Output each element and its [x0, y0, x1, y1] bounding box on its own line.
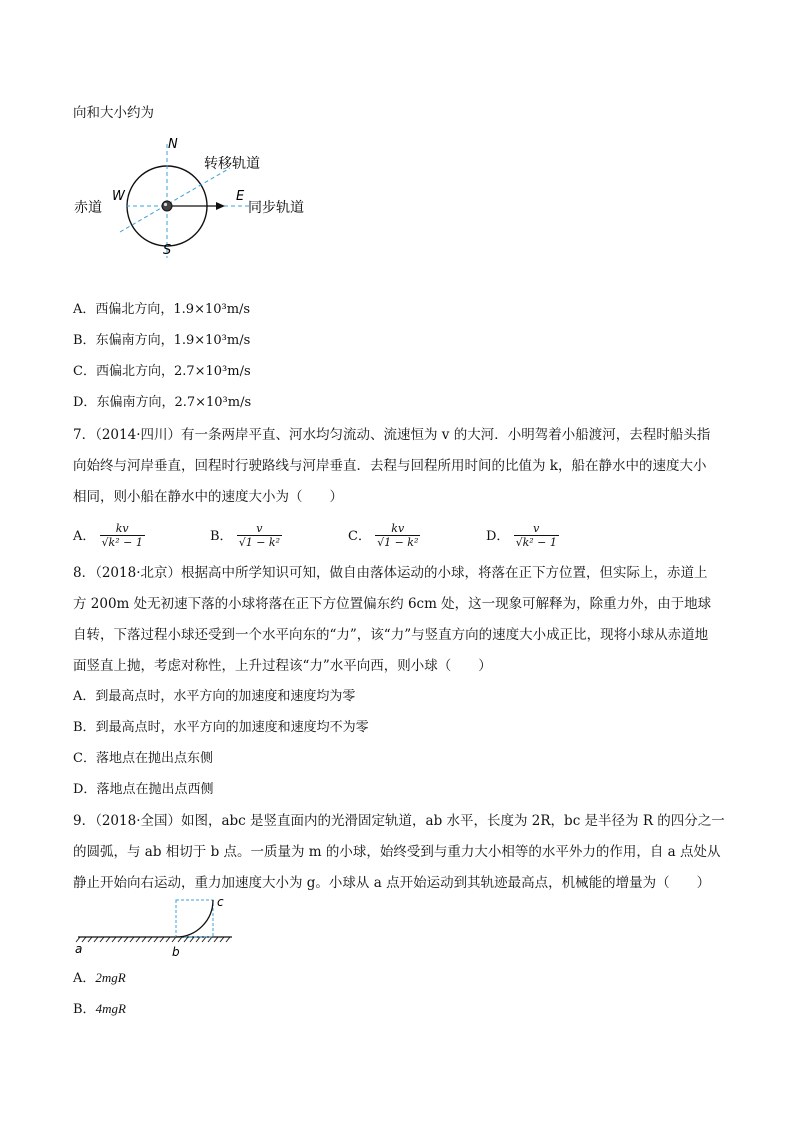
q7-option-a: A． $\frac{kv}{\text{√k² − 1}}$ [73, 522, 143, 549]
label-transfer: 转移轨道 [204, 156, 260, 172]
q8-line-4: 面竖直上抛，考虑对称性，上升过程该“力”水平向西，则小球（ ） [73, 658, 492, 674]
label-b: b [172, 945, 180, 959]
q7-line-1: 7．（2014·四川）有一条两岸平直、河水均匀流动、流速恒为 v 的大河．小明驾着小船渡河，去程时船头指 [73, 427, 711, 443]
arc-bc [176, 900, 213, 937]
q7-option-b: B． $\frac{v}{\text{√1 − k²}}$ [210, 522, 280, 549]
intro-line: 向和大小约为 [73, 105, 154, 121]
q8-option-b: B．到最高点时，水平方向的加速度和速度均不为零 [73, 720, 369, 735]
q8-option-c: C．落地点在抛出点东侧 [73, 751, 213, 766]
track-diagram [72, 896, 242, 960]
q8-line-1: 8．（2018·北京）根据高中所学知识可知，做自由落体运动的小球，将落在正下方位置，但实际上，赤道上 [73, 565, 708, 581]
label-c: c [217, 896, 224, 909]
label-north: N [168, 137, 178, 152]
q6-option-d: D．东偏南方向，2.7×10³m/s [73, 395, 252, 410]
q7-line-3: 相同，则小船在静水中的速度大小为（ ） [73, 489, 343, 505]
q7-fraction-b: $\frac{v}{\text{√1 − k²}}$ [238, 522, 280, 549]
q6-option-b: B．东偏南方向，1.9×10³m/s [73, 333, 251, 348]
q9-line-2: 的圆弧，与 ab 相切于 b 点。一质量为 m 的小球，始终受到与重力大小相等的水平外力的作用，自 a 点处从 [73, 844, 721, 860]
q7-option-d: D． $\frac{v}{\text{√k² − 1}}$ [486, 522, 557, 549]
q7-fraction-d: $\frac{v}{\text{√k² − 1}}$ [515, 522, 557, 549]
q8-line-2: 方 200m 处无初速下落的小球将落在正下方位置偏东约 6cm 处，这一现象可解释为，除重力外，由于地球 [73, 596, 712, 612]
q9-option-a: A．2mgR [73, 970, 126, 986]
label-west: W [112, 189, 125, 204]
q9-option-b: B．4mgR [73, 1001, 126, 1017]
q7-fraction-a: $\frac{kv}{\text{√k² − 1}}$ [101, 522, 143, 549]
q6-option-a: A．西偏北方向，1.9×10³m/s [73, 302, 251, 317]
q7-fraction-c: $\frac{kv}{\text{√1 − k²}}$ [377, 522, 419, 549]
q9-line-1: 9．（2018·全国）如图，abc 是竖直面内的光滑固定轨道，ab 水平，长度为 2R，bc 是半径为 R 的四分之一 [73, 813, 725, 829]
label-east: E [236, 189, 245, 204]
q6-option-c: C．西偏北方向，2.7×10³m/s [73, 364, 251, 379]
orbit-diagram [70, 130, 330, 260]
transfer-orbit-line [120, 168, 230, 232]
arrowhead-icon [216, 202, 225, 210]
q8-option-d: D．落地点在抛出点西侧 [73, 782, 214, 797]
label-sync: 同步轨道 [248, 200, 304, 216]
q8-option-a: A．到最高点时，水平方向的加速度和速度均为零 [73, 689, 356, 704]
label-a: a [75, 942, 83, 956]
q9-line-3: 静止开始向右运动，重力加速度大小为 g。小球从 a 点开始运动到其轨迹最高点，机械能的增量为（ ） [73, 875, 711, 891]
q8-line-3: 自转，下落过程小球还受到一个水平向东的“力”，该“力”与竖直方向的速度大小成正比，现将小球从赤道地 [73, 627, 709, 643]
label-equator: 赤道 [74, 200, 102, 216]
label-south: S [163, 243, 172, 258]
q7-option-c: C． $\frac{kv}{\text{√1 − k²}}$ [348, 522, 419, 549]
q7-line-2: 向始终与河岸垂直，回程时行驶路线与河岸垂直．去程与回程所用时间的比值为 k，船在静水中的速度大小 [73, 458, 707, 474]
ground-hatching [76, 937, 230, 942]
satellite-ball [162, 201, 172, 211]
